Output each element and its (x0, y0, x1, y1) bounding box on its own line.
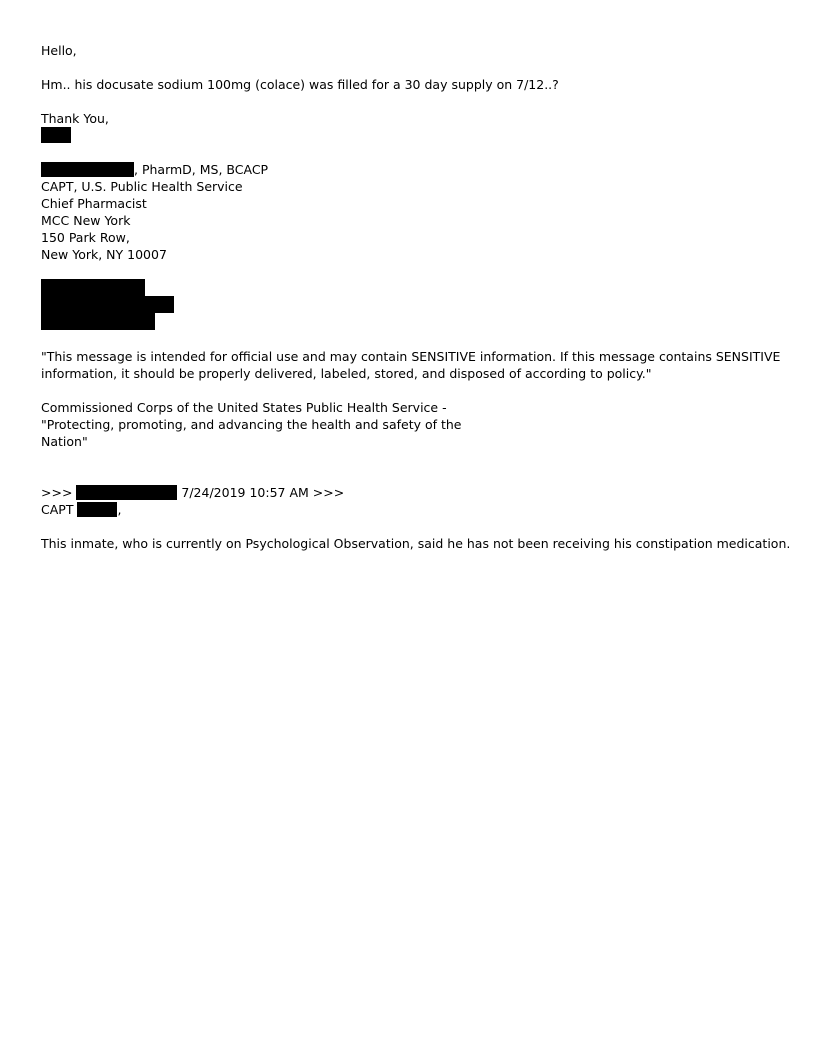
quoted-message: This inmate, who is currently on Psychological Observation, said he has not been receiving his constipation medication. (41, 536, 791, 551)
salutation-prefix: CAPT (41, 502, 78, 517)
salutation-suffix: , (117, 502, 122, 517)
disclaimer-line-1: "This message is intended for official use and may contain SENSITIVE information. If this message contains SENSITIVE (41, 349, 781, 364)
redacted-signature-name (41, 162, 134, 177)
signature-name-line (41, 161, 268, 178)
closing: Thank You, (41, 111, 109, 126)
signature-city: New York, NY 10007 (41, 247, 167, 262)
signature-credentials: , PharmD, MS, BCACP (134, 162, 269, 177)
redacted-contact-line-2 (41, 296, 174, 313)
quoted-header (41, 484, 344, 501)
redacted-recipient-name (77, 502, 117, 517)
redacted-original-sender (76, 485, 177, 500)
quoted-salutation (41, 501, 121, 518)
motto-line-2: "Protecting, promoting, and advancing the health and safety of the (41, 417, 462, 432)
signature-title: Chief Pharmacist (41, 196, 147, 211)
signature-rank: CAPT, U.S. Public Health Service (41, 179, 243, 194)
body-text: Hm.. his docusate sodium 100mg (colace) was filled for a 30 day supply on 7/12..? (41, 77, 559, 92)
quote-timestamp: 7/24/2019 10:57 AM >>> (177, 485, 345, 500)
redacted-contact-line-3 (41, 313, 155, 330)
greeting: Hello, (41, 43, 77, 58)
motto-line-1: Commissioned Corps of the United States Public Health Service - (41, 400, 447, 415)
quote-prefix: >>> (41, 485, 77, 500)
redacted-sender-name (41, 127, 71, 143)
redacted-contact-line-1 (41, 279, 145, 296)
signature-street: 150 Park Row, (41, 230, 130, 245)
signature-facility: MCC New York (41, 213, 131, 228)
disclaimer-line-2: information, it should be properly delivered, labeled, stored, and disposed of according to policy." (41, 366, 652, 381)
motto-line-3: Nation" (41, 434, 88, 449)
